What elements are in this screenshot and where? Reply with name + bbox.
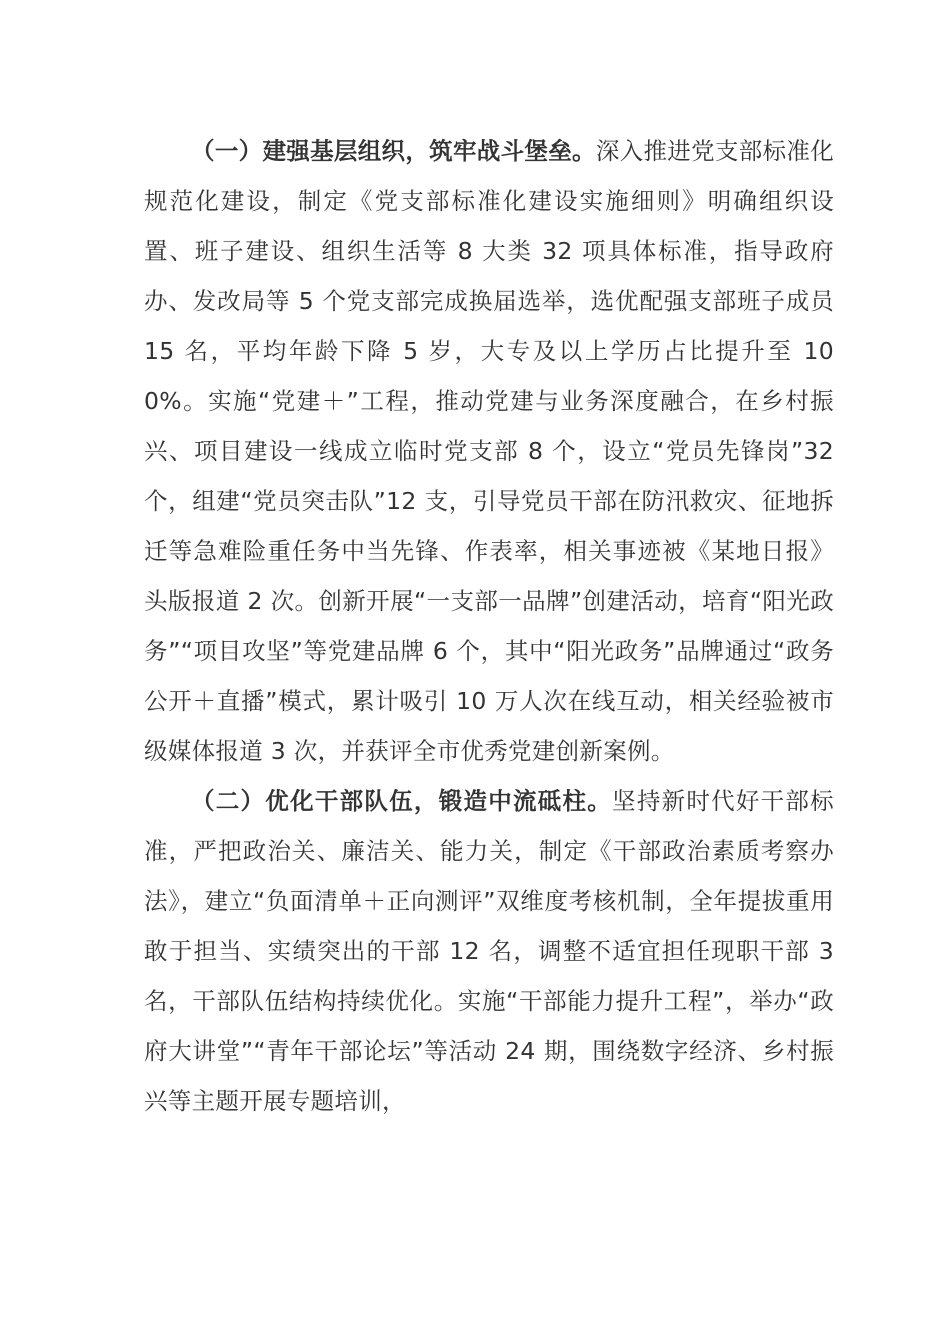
- paragraph-1-heading: （一）建强基层组织，筑牢战斗堡垒。: [191, 137, 596, 165]
- paragraph-1-text: 深入推进党支部标准化规范化建设，制定《党支部标准化建设实施细则》明确组织设置、班子建设、组织生活等 8 大类 32 项具体标准，指导政府办、发改局等 5 个党支部完成换届选举，选优配强支部班子成员 15 名，平均年龄下降 5 岁，大专及以上学历占比提升至 100%。实施“党建＋”工程，推动党建与业务深度融合，在乡村振兴、项目建设一线成立临时党支部 8 个，设立“党员先锋岗”32 个，组建“党员突击队”12 支，引导党员干部在防汛救灾、征地拆迁等急难险重任务中当先锋、作表率，相关事迹被《某地日报》头版报道 2 次。创新开展“一支部一品牌”创建活动，培育“阳光政务”“项目攻坚”等党建品牌 6 个，其中“阳光政务”品牌通过“政务公开＋直播”模式，累计吸引 10 万人次在线互动，相关经验被市级媒体报道 3 次，并获评全市优秀党建创新案例。: [144, 137, 834, 765]
- paragraph-2-text: 坚持新时代好干部标准，严把政治关、廉洁关、能力关，制定《干部政治素质考察办法》，建立“负面清单＋正向测评”双维度考核机制，全年提拔重用敢于担当、实绩突出的干部 12 名，调整不适宜担任现职干部 3 名，干部队伍结构持续优化。实施“干部能力提升工程”，举办“政府大讲堂”“青年干部论坛”等活动 24 期，围绕数字经济、乡村振兴等主题开展专题培训，: [144, 787, 834, 1115]
- document-body: [144, 126, 834, 1126]
- paragraph-2-heading: （二）优化干部队伍，锻造中流砥柱。: [191, 787, 613, 815]
- paragraph-2: [144, 776, 834, 1126]
- paragraph-1: [144, 126, 834, 776]
